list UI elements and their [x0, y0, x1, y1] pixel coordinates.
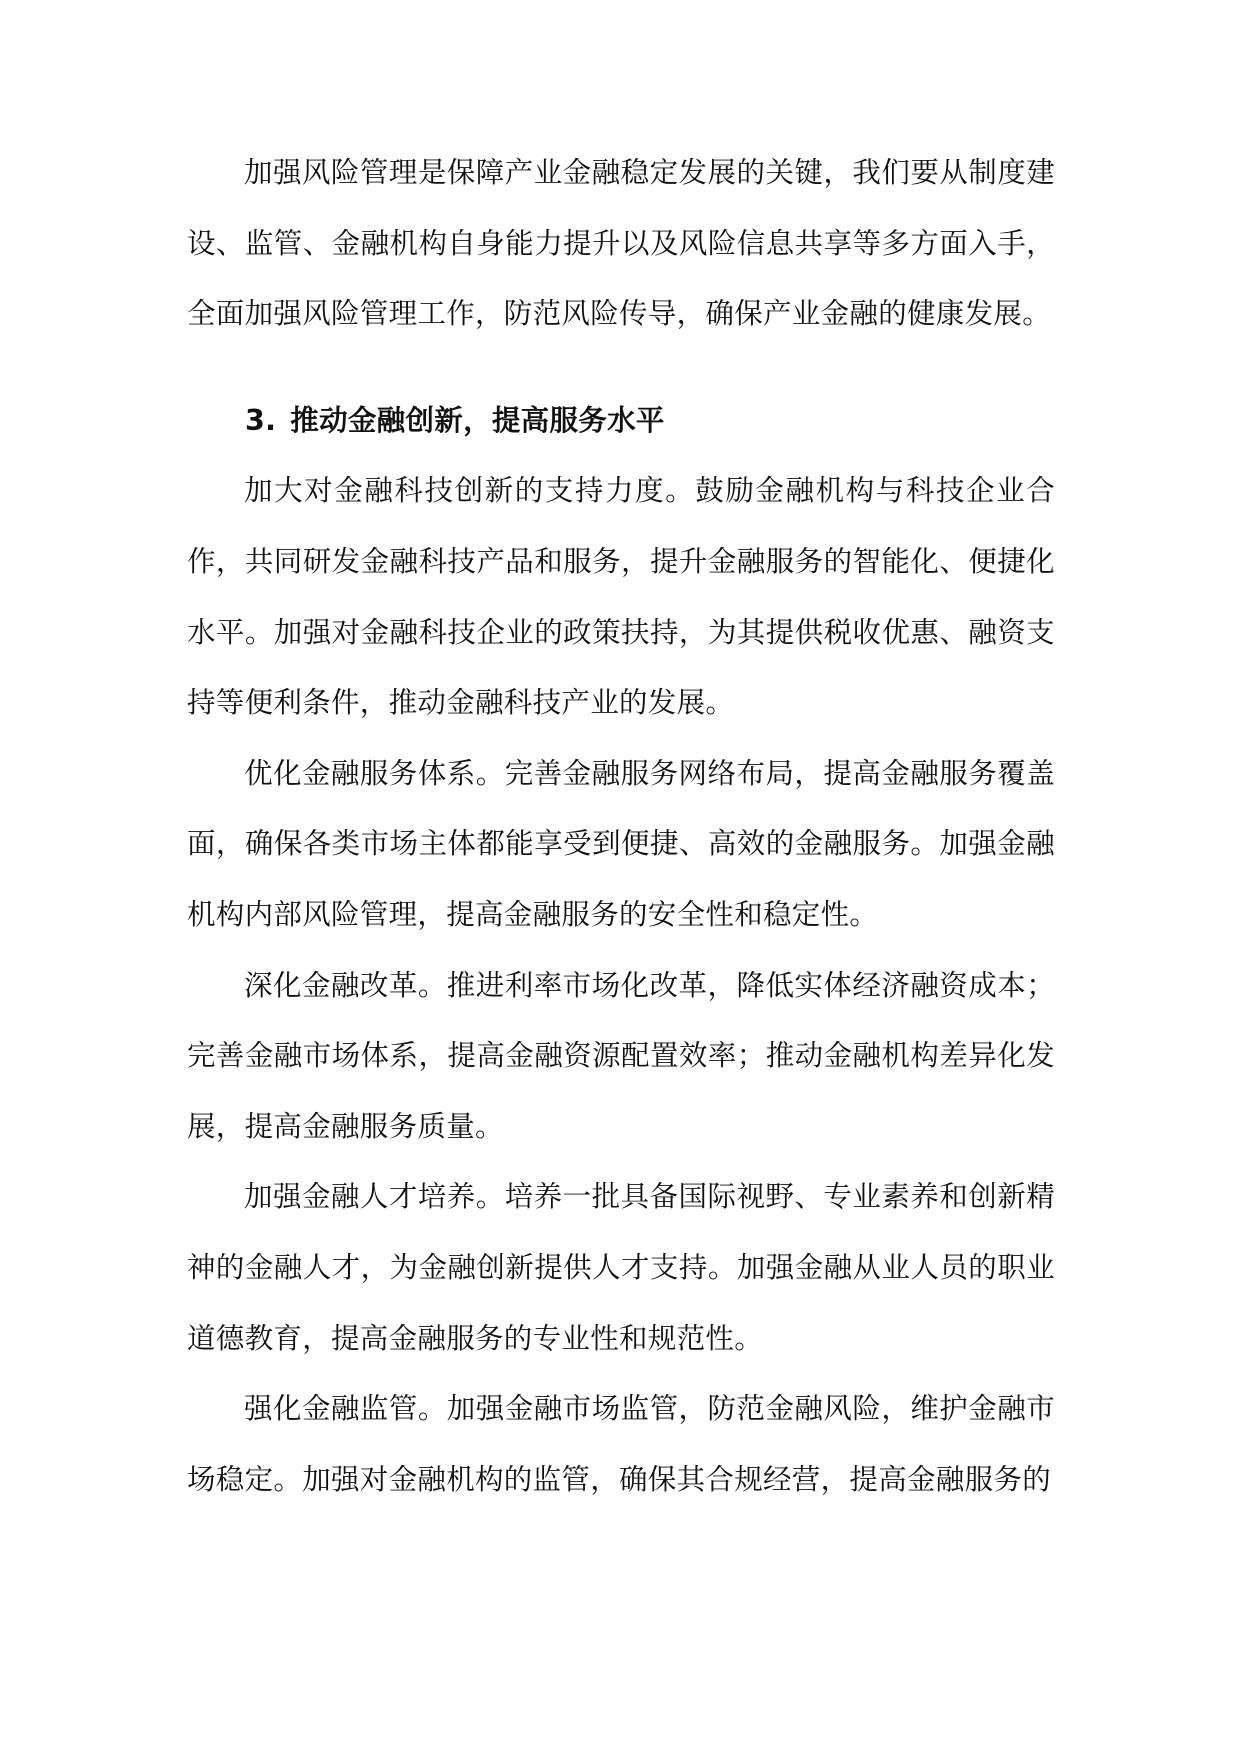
paragraph-supervision: 强化金融监管。加强金融市场监管，防范金融风险，维护金融市场稳定。加强对金融机构的监管，确保其合规经营，提高金融服务的: [187, 1392, 1055, 1496]
paragraph-financial-reform: 深化金融改革。推进利率市场化改革，降低实体经济融资成本；完善金融市场体系，提高金融资源配置效率；推动金融机构差异化发展，提高金融服务质量。: [187, 968, 1055, 1143]
paragraph-fintech-support: 加大对金融科技创新的支持力度。鼓励金融机构与科技企业合作，共同研发金融科技产品和服务，提升金融服务的智能化、便捷化水平。加强对金融科技企业的政策扶持，为其提供税收优惠、融资支持等便利条件，推动金融科技产业的发展。: [187, 474, 1055, 720]
document-body: [187, 138, 1055, 1515]
paragraph-talent-training: 加强金融人才培养。培养一批具备国际视野、专业素养和创新精神的金融人才，为金融创新提供人才支持。加强金融从业人员的职业道德教育，提高金融服务的专业性和规范性。: [187, 1180, 1055, 1355]
section-spacer: [187, 350, 1055, 386]
paragraph-risk-management: 加强风险管理是保障产业金融稳定发展的关键，我们要从制度建设、监管、金融机构自身能力提升以及风险信息共享等多方面入手，全面加强风险管理工作，防范风险传导，确保产业金融的健康发展。: [187, 156, 1055, 331]
section-title: 推动金融创新，提高服务水平: [290, 403, 665, 437]
section-heading: [187, 386, 1055, 457]
paragraph-service-system: 优化金融服务体系。完善金融服务网络布局，提高金融服务覆盖面，确保各类市场主体都能享受到便捷、高效的金融服务。加强金融机构内部风险管理，提高金融服务的安全性和稳定性。: [187, 756, 1055, 931]
section-number: 3.: [245, 403, 277, 437]
